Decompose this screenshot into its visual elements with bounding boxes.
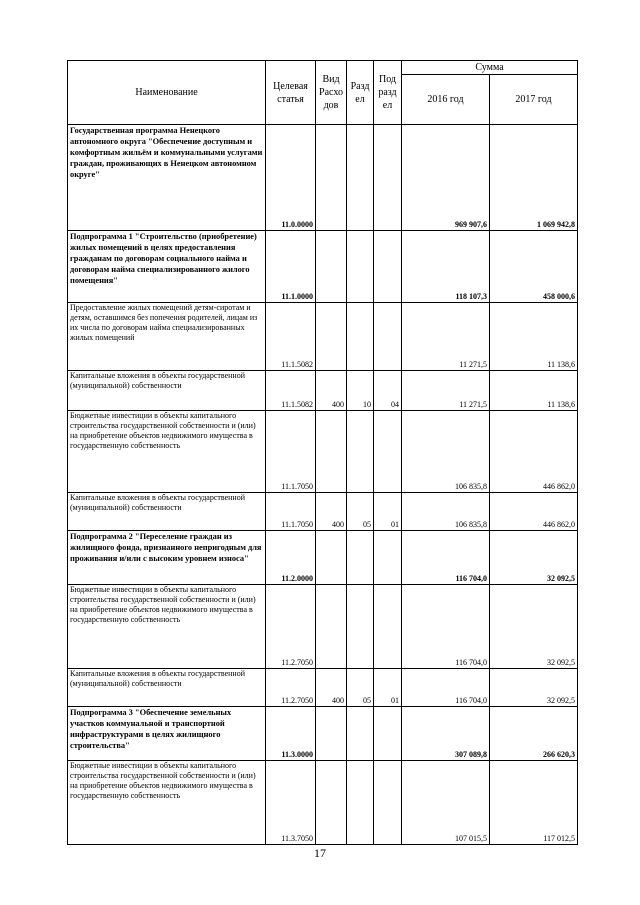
row-expense-type xyxy=(316,303,347,371)
row-name: Бюджетные инвестиции в объекты капитального строительства государственной собственности и (или) на приобретение объектов недвижимого имущества в государственную собственность xyxy=(68,761,266,845)
row-section: 05 xyxy=(347,493,374,531)
row-sum-2016: 969 907,6 xyxy=(402,125,490,231)
row-name: Предоставление жилых помещений детям-сиротам и детям, оставшимся без попечения родителей, лицам из их числа по договорам найма специализированных жилых помещений xyxy=(68,303,266,371)
row-sum-2016: 116 704,0 xyxy=(402,531,490,585)
table-row xyxy=(68,411,578,493)
table-row xyxy=(68,371,578,411)
row-subsection: 01 xyxy=(374,493,402,531)
row-sum-2017: 11 138,6 xyxy=(490,303,578,371)
row-section: 10 xyxy=(347,371,374,411)
header-sum: Сумма xyxy=(402,61,578,75)
header-year-2016: 2016 год xyxy=(402,75,490,125)
table-row xyxy=(68,707,578,761)
row-target-code: 11.2.7050 xyxy=(266,669,316,707)
row-name: Капитальные вложения в объекты государственной (муниципальной) собственности xyxy=(68,493,266,531)
row-sum-2016: 11 271,5 xyxy=(402,303,490,371)
row-name: Бюджетные инвестиции в объекты капитального строительства государственной собственности и (или) на приобретение объектов недвижимого имущества в государственную собственность xyxy=(68,585,266,669)
row-section xyxy=(347,585,374,669)
row-name: Подпрограмма 3 "Обеспечение земельных участков коммунальной и транспортной инфраструктурами в целях жилищного строительства" xyxy=(68,707,266,761)
row-name: Бюджетные инвестиции в объекты капитального строительства государственной собственности и (или) на приобретение объектов недвижимого имущества в государственную собственность xyxy=(68,411,266,493)
row-sum-2017: 446 862,0 xyxy=(490,411,578,493)
row-name: Подпрограмма 1 "Строительство (приобретение) жилых помещений в целях предоставления гражданам по договорам социального найма и договорам найма специализированного жилого помещения" xyxy=(68,231,266,303)
row-sum-2017: 266 620,3 xyxy=(490,707,578,761)
table-row xyxy=(68,303,578,371)
table-row xyxy=(68,231,578,303)
table-row xyxy=(68,761,578,845)
row-subsection xyxy=(374,531,402,585)
row-sum-2017: 117 012,5 xyxy=(490,761,578,845)
row-target-code: 11.2.0000 xyxy=(266,531,316,585)
row-section xyxy=(347,231,374,303)
row-subsection xyxy=(374,231,402,303)
row-target-code: 11.3.7050 xyxy=(266,761,316,845)
row-section xyxy=(347,531,374,585)
row-section xyxy=(347,707,374,761)
row-target-code: 11.1.7050 xyxy=(266,411,316,493)
header-expense-type: Вид Расхо дов xyxy=(316,61,347,125)
row-sum-2016: 307 089,8 xyxy=(402,707,490,761)
row-sum-2016: 106 835,8 xyxy=(402,411,490,493)
row-sum-2016: 107 015,5 xyxy=(402,761,490,845)
row-subsection xyxy=(374,125,402,231)
row-target-code: 11.1.0000 xyxy=(266,231,316,303)
row-section xyxy=(347,303,374,371)
row-sum-2016: 116 704,0 xyxy=(402,669,490,707)
row-target-code: 11.1.7050 xyxy=(266,493,316,531)
row-expense-type xyxy=(316,125,347,231)
page-number: 17 xyxy=(314,846,326,860)
table-row xyxy=(68,669,578,707)
row-target-code: 11.3.0000 xyxy=(266,707,316,761)
row-target-code: 11.1.5082 xyxy=(266,303,316,371)
row-expense-type: 400 xyxy=(316,493,347,531)
row-expense-type: 400 xyxy=(316,371,347,411)
row-expense-type: 400 xyxy=(316,669,347,707)
table-row xyxy=(68,531,578,585)
row-expense-type xyxy=(316,761,347,845)
row-sum-2017: 458 000,6 xyxy=(490,231,578,303)
row-expense-type xyxy=(316,531,347,585)
row-name: Капитальные вложения в объекты государственной (муниципальной) собственности xyxy=(68,371,266,411)
row-subsection xyxy=(374,303,402,371)
row-target-code: 11.0.0000 xyxy=(266,125,316,231)
row-sum-2017: 446 862,0 xyxy=(490,493,578,531)
header-target-article: Целевая статья xyxy=(266,61,316,125)
row-subsection xyxy=(374,761,402,845)
row-target-code: 11.1.5082 xyxy=(266,371,316,411)
row-section: 05 xyxy=(347,669,374,707)
row-expense-type xyxy=(316,231,347,303)
row-expense-type xyxy=(316,707,347,761)
header-year-2017: 2017 год xyxy=(490,75,578,125)
row-sum-2017: 32 092,5 xyxy=(490,669,578,707)
table-row xyxy=(68,493,578,531)
budget-table xyxy=(67,60,578,845)
row-sum-2017: 1 069 942,8 xyxy=(490,125,578,231)
row-name: Капитальные вложения в объекты государственной (муниципальной) собственности xyxy=(68,669,266,707)
row-expense-type xyxy=(316,585,347,669)
row-section xyxy=(347,411,374,493)
row-section xyxy=(347,125,374,231)
row-subsection xyxy=(374,585,402,669)
row-sum-2016: 106 835,8 xyxy=(402,493,490,531)
row-subsection: 01 xyxy=(374,669,402,707)
row-sum-2017: 32 092,5 xyxy=(490,531,578,585)
table-row xyxy=(68,585,578,669)
row-subsection: 04 xyxy=(374,371,402,411)
row-expense-type xyxy=(316,411,347,493)
row-sum-2016: 118 107,3 xyxy=(402,231,490,303)
row-target-code: 11.2.7050 xyxy=(266,585,316,669)
header-subsection: Под разд ел xyxy=(374,61,402,125)
row-sum-2017: 11 138,6 xyxy=(490,371,578,411)
row-sum-2016: 116 704,0 xyxy=(402,585,490,669)
row-section xyxy=(347,761,374,845)
header-section: Разд ел xyxy=(347,61,374,125)
row-sum-2016: 11 271,5 xyxy=(402,371,490,411)
row-subsection xyxy=(374,707,402,761)
row-name: Подпрограмма 2 "Переселение граждан из жилищного фонда, признанного непригодным для проживания и/или с высоким уровнем износа" xyxy=(68,531,266,585)
table-row xyxy=(68,125,578,231)
row-name: Государственная программа Ненецкого автономного округа "Обеспечение доступным и комфортным жильём и коммунальными услугами граждан, проживающих в Ненецком автономном округе" xyxy=(68,125,266,231)
row-subsection xyxy=(374,411,402,493)
header-name: Наименование xyxy=(68,61,266,125)
row-sum-2017: 32 092,5 xyxy=(490,585,578,669)
